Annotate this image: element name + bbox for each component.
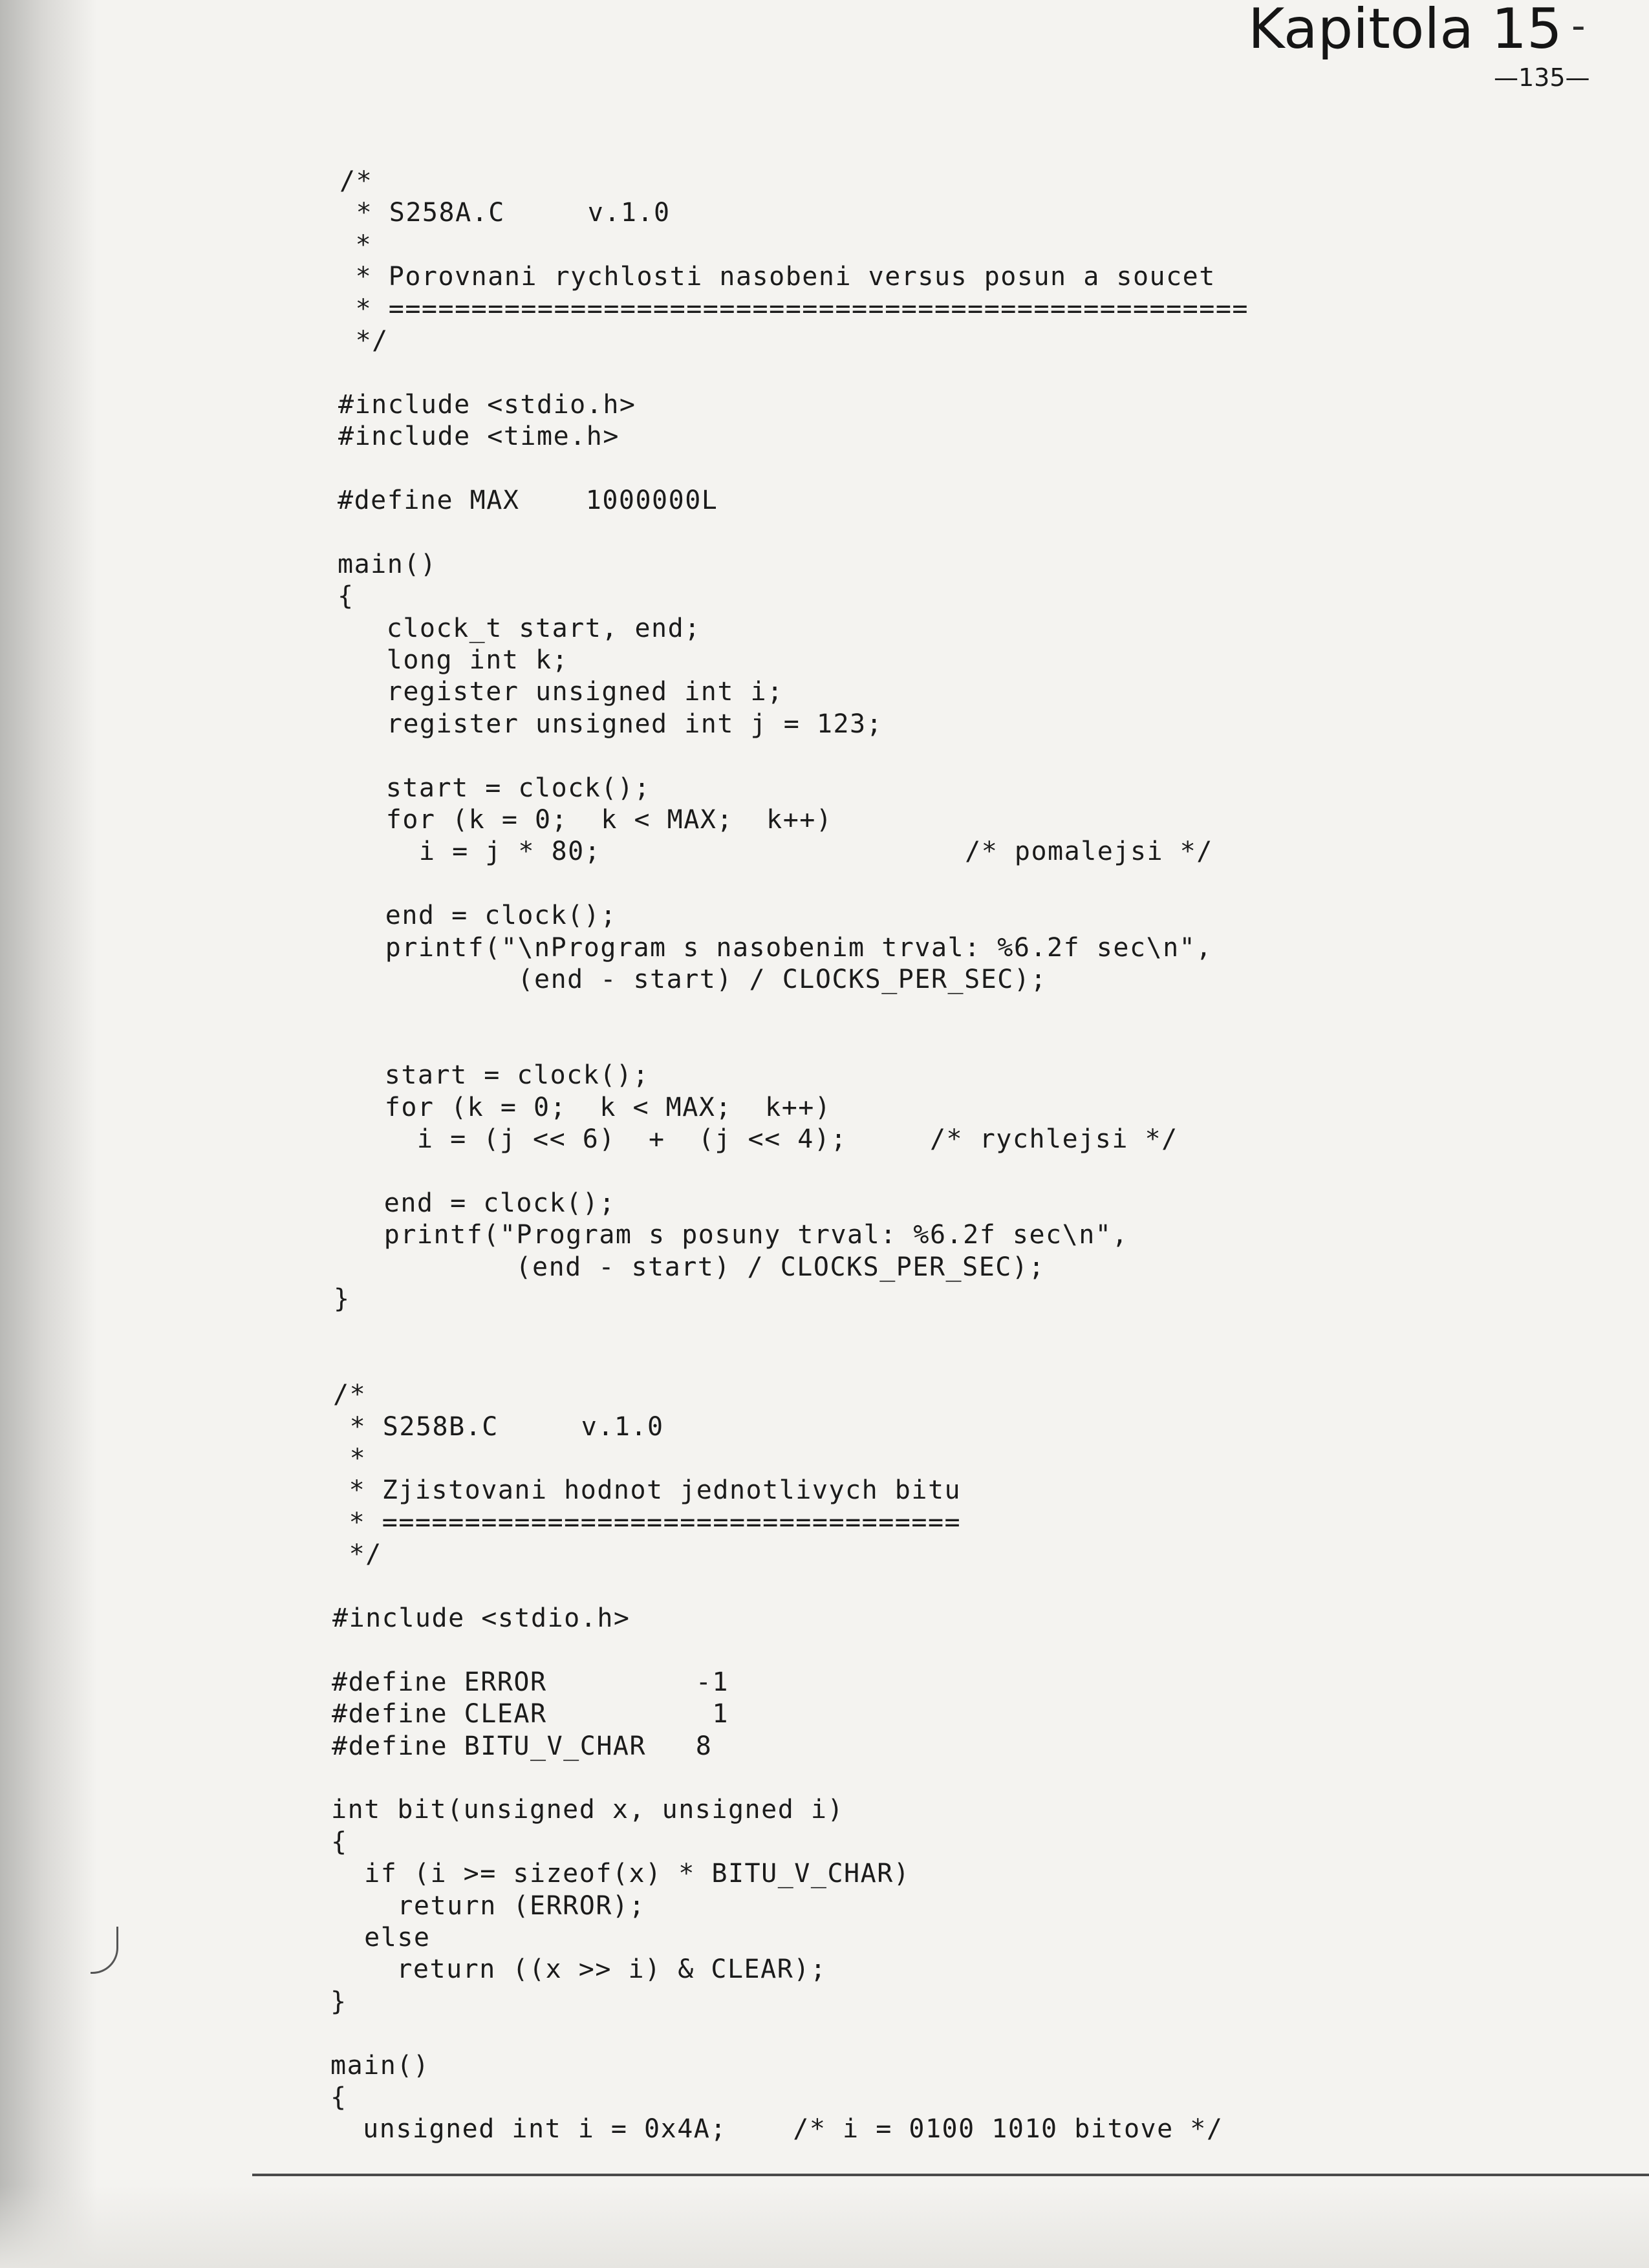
code-line: for (k = 0; k < MAX; k++) [336,805,833,835]
code-line: #include <stdio.h> [332,1603,630,1633]
code-line: else [331,1923,431,1952]
code-line: * ==================================================== [339,294,1249,324]
chapter-title: Kapitola 15 [1248,0,1562,61]
code-line: long int k; [337,645,569,675]
code-line: #define ERROR -1 [332,1667,729,1697]
code-line: { [338,581,354,611]
code-line: */ [339,326,389,356]
code-line: i = j * 80; /* pomalejsi */ [336,837,1213,866]
code-line: if (i >= sizeof(x) * BITU_V_CHAR) [331,1859,911,1888]
code-line: (end - start) / CLOCKS_PER_SEC); [334,1252,1046,1282]
code-line: int bit(unsigned x, unsigned i) [331,1795,845,1824]
code-line: * [333,1444,367,1473]
code-line: main() [330,2051,430,2081]
code-line: end = clock(); [336,901,617,930]
code-line: return (ERROR); [331,1891,646,1921]
code-line: register unsigned int j = 123; [337,709,883,739]
code-line: printf("Program s posuny trval: %6.2f sec\n", [334,1220,1128,1250]
code-line: register unsigned int i; [337,677,784,707]
code-line: /* [333,1380,367,1409]
code-line: end = clock(); [334,1188,616,1218]
code-line: #define CLEAR 1 [332,1699,729,1729]
code-line: printf("\nProgram s nasobenim trval: %6.2f sec\n", [336,933,1212,963]
code-line: unsigned int i = 0x4A; /* i = 0100 1010 bitove */ [330,2114,1223,2144]
code-line: * [339,230,372,260]
code-line: * =================================== [332,1508,962,1537]
code-line: #include <stdio.h> [338,390,636,420]
code-line: * Zjistovani hodnot jednotlivych bitu [332,1475,962,1505]
code-line: (end - start) / CLOCKS_PER_SEC); [336,965,1048,994]
code-line: main() [338,550,437,579]
page-number: —135— [1494,63,1590,92]
code-line: { [330,2082,347,2112]
code-line: #include <time.h> [338,422,620,451]
code-line: for (k = 0; k < MAX; k++) [335,1093,832,1122]
code-line: */ [332,1539,382,1569]
code-line: start = clock(); [336,773,651,803]
code-line: * S258B.C v.1.0 [333,1412,664,1442]
code-line: i = (j << 6) + (j << 4); /* rychlejsi */ [334,1124,1178,1154]
code-line: #define MAX 1000000L [338,486,718,515]
code-line: { [331,1827,348,1857]
code-line: return ((x >> i) & CLEAR); [330,1954,827,1984]
bottom-rule [252,2174,1649,2176]
code-line: } [334,1284,350,1314]
code-line: start = clock(); [335,1060,650,1090]
code-line: /* [339,166,373,196]
code-line: clock_t start, end; [337,614,701,643]
code-line: } [330,1987,347,2017]
chapter-title-dash: - [1571,3,1586,48]
code-line: * S258A.C v.1.0 [339,198,671,228]
code-line: * Porovnani rychlosti nasobeni versus posun a soucet [339,262,1216,292]
code-line: #define BITU_V_CHAR 8 [332,1731,713,1761]
